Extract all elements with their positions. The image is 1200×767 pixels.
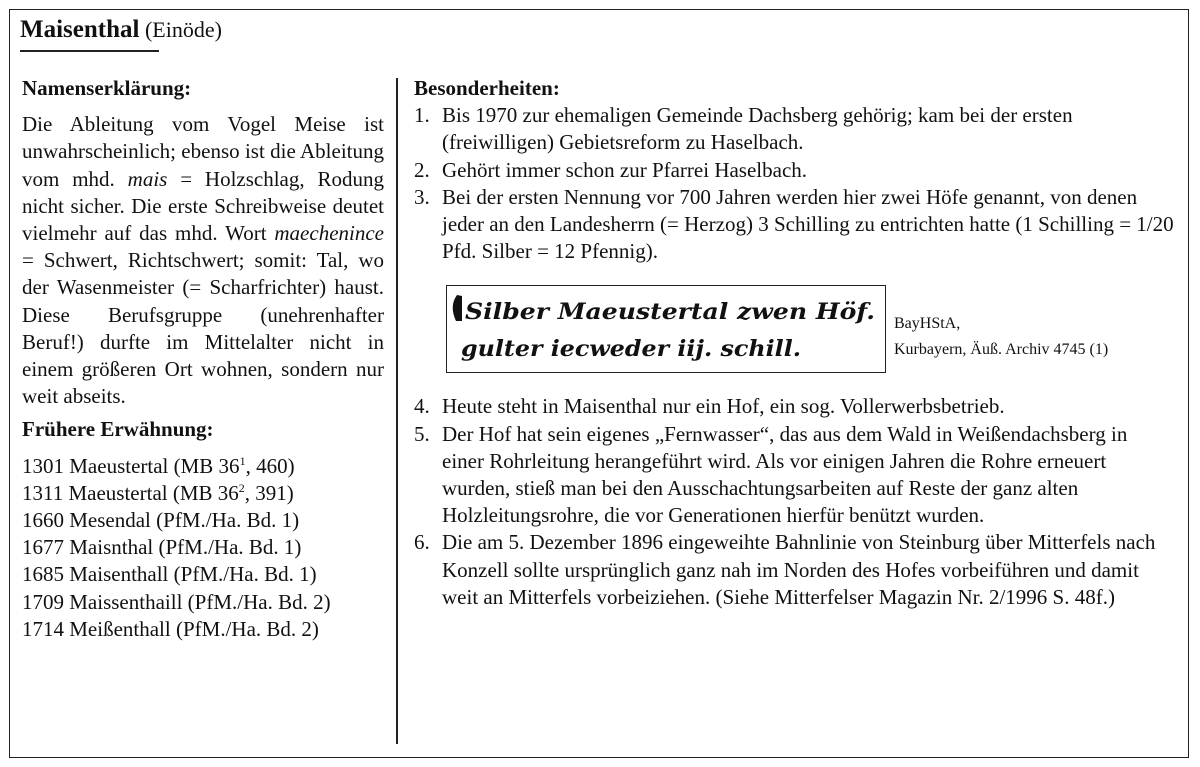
manuscript-image [447, 286, 886, 373]
left-column [22, 75, 384, 643]
title-underline [20, 50, 159, 52]
italic-term: mais [127, 166, 168, 191]
feature-number: 1. [414, 103, 430, 128]
place-qualifier: (Einöde) [144, 17, 222, 42]
feature-text: Der Hof hat sein eigenes „Fernwasser“, das aus dem Wald in Weißendachsberg in einer Rohrleitung herangeführt wird. Als vor einigen Jahren die Rohre erneuert wurden, stieß man bei den Ausschachtungsarbeiten auf Reste der ganz alten Holzleitungsrohre, die vor Generationen hierfür benützt wurden. [442, 421, 1128, 528]
feature-item [414, 184, 1174, 266]
mention-source: (MB 36 [172, 480, 239, 505]
page-title [20, 16, 222, 44]
mention-superscript: 2 [238, 480, 245, 495]
mention-year: 1311 [22, 480, 64, 505]
mention-year: 1714 [22, 616, 64, 641]
feature-number: 6. [414, 530, 430, 555]
explanation-text: = Holzschlag, Rodung nicht sicher. Die erste Schreibweise deutet vielmehr auf das mhd. Wort [22, 166, 385, 246]
italic-term: maechenince [274, 221, 384, 246]
caption-line-1: BayHStA, [894, 315, 961, 333]
mention-name: Maisnthal [69, 535, 154, 560]
mention-name: Maissenthaill [69, 589, 183, 614]
mention-item [22, 534, 384, 561]
mention-name: Maisenthall [69, 562, 169, 587]
mention-source: (MB 36 [173, 453, 240, 478]
mention-name: Meißenthall [69, 616, 171, 641]
mention-year: 1301 [22, 453, 64, 478]
mention-source: (PfM./Ha. Bd. 2) [175, 616, 319, 641]
feature-number: 4. [414, 394, 430, 419]
mention-year: 1660 [22, 508, 64, 533]
feature-number: 2. [414, 157, 430, 182]
facsimile-line-1: Silber Maeustertal zwen Höf. [465, 299, 875, 326]
heading-names: Namenserklärung: [22, 76, 192, 100]
mention-source-rest: , 460) [245, 453, 295, 478]
mention-name: Maeustertal [68, 480, 168, 505]
mention-year: 1685 [22, 562, 64, 587]
feature-text: Bis 1970 zur ehemaligen Gemeinde Dachsberg gehörig; kam bei der ersten (freiwilligen) Gebietsreform zu Haselbach. [442, 103, 1073, 155]
explanation-text: Die Ableitung vom Vogel Meise ist unwahrscheinlich; ebenso ist die Ableitung vom mhd. [22, 112, 384, 191]
mention-item [22, 589, 384, 616]
mention-name: Maeustertal [69, 453, 169, 478]
mention-source: (PfM./Ha. Bd. 2) [187, 589, 331, 614]
mention-source: (PfM./Ha. Bd. 1) [173, 562, 317, 587]
facsimile-caption [894, 311, 1108, 363]
right-column [414, 75, 1174, 611]
features-list-a [414, 102, 1174, 265]
manuscript-facsimile [446, 285, 886, 373]
mentions-list [22, 453, 384, 643]
mention-item [22, 480, 384, 507]
mention-item [22, 616, 384, 643]
mention-year: 1709 [22, 589, 64, 614]
features-list-b [414, 393, 1174, 611]
feature-item [414, 421, 1174, 530]
feature-text: Die am 5. Dezember 1896 eingeweihte Bahnlinie von Steinburg über Mitterfels nach Konzell sollte ursprünglich ganz nah im Norden des Hofes vorbeiführen und damit weit an Mitterfels vorbeiziehen. (Siehe Mitterfelser Magazin Nr. 2/1996 S. 48f.) [442, 530, 1156, 609]
feature-number: 3. [414, 184, 430, 209]
heading-mentions: Frühere Erwähnung: [22, 417, 214, 442]
caption-line-2: Kurbayern, Äuß. Archiv 4745 (1) [894, 341, 1109, 359]
column-divider [396, 78, 398, 744]
feature-item [414, 529, 1174, 611]
mention-item [22, 561, 384, 588]
heading-features: Besonderheiten: [414, 76, 560, 100]
mention-year: 1677 [22, 535, 64, 560]
feature-item [414, 157, 1174, 184]
feature-text: Heute steht in Maisenthal nur ein Hof, ein sog. Vollerwerbsbetrieb. [442, 394, 1005, 419]
mention-source-rest: , 391) [244, 480, 294, 505]
mention-name: Mesendal [69, 508, 151, 533]
mention-superscript: 1 [239, 453, 246, 468]
facsimile-line-2: gulter iecweder iij. schill. [461, 336, 801, 363]
feature-item [414, 102, 1174, 156]
mention-source: (PfM./Ha. Bd. 1) [158, 535, 302, 560]
name-explanation [22, 111, 384, 410]
mention-source: (PfM./Ha. Bd. 1) [156, 508, 300, 533]
explanation-text: = Schwert, Richtschwert; somit: Tal, wo der Wasenmeister (= Scharfrichter) haust. Diese Berufsgruppe (unehrenhafter Beruf!) durfte im Mittelalter nicht in einem größeren Ort wohnen, sondern nur weit abseits. [22, 248, 384, 409]
feature-text: Gehört immer schon zur Pfarrei Haselbach. [442, 157, 808, 182]
mention-item [22, 453, 384, 480]
facsimile-figure [414, 265, 1174, 393]
feature-number: 5. [414, 421, 430, 446]
feature-text: Bei der ersten Nennung vor 700 Jahren werden hier zwei Höfe genannt, von denen jeder an den Landesherrn (= Herzog) 3 Schilling zu entrichten hatte (1 Schilling = 1/20 Pfd. Silber = 12 Pfennig). [442, 184, 1174, 264]
mention-item [22, 507, 384, 534]
place-name: Maisenthal [20, 16, 140, 43]
feature-item [414, 393, 1174, 420]
